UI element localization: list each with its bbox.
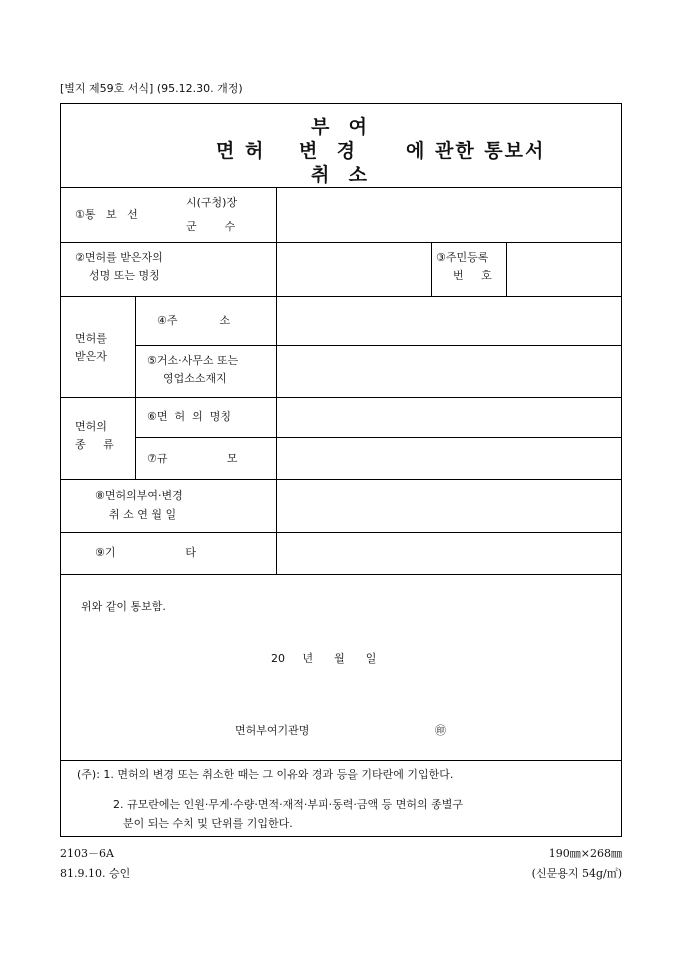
title-left: 면 허 <box>216 140 266 162</box>
issuing-authority-label: 면허부여기관명 <box>235 724 310 737</box>
licensee-group-label-2: 받은자 <box>75 350 107 363</box>
statement-text: 위와 같이 통보함. <box>81 600 166 613</box>
licensee-name-label-1: ②면허를 받은자의 <box>75 251 163 264</box>
license-type-group-label-1: 면허의 <box>75 420 107 433</box>
resident-number-label-1: ③주민등록 <box>436 251 489 264</box>
licensee-name-label-2: 성명 또는 명칭 <box>89 269 160 282</box>
address-label: ④주 소 <box>157 314 231 327</box>
note-2b: 분이 되는 수치 및 단위를 기입한다. <box>123 817 293 830</box>
office-location-label-2: 영업소소재지 <box>163 372 227 385</box>
change-date-label-2: 취 소 연 월 일 <box>109 508 177 521</box>
recipient-mayor: 시(구청)장 <box>186 196 238 209</box>
approval-date: 81.9.10. 승인 <box>60 867 131 880</box>
notification-form <box>60 103 622 837</box>
scale-label: ⑦규 모 <box>147 452 238 465</box>
date-line: 20 년 월 일 <box>271 652 377 665</box>
paper-size: 190㎜×268㎜ <box>548 847 622 860</box>
licensee-group-label-1: 면허를 <box>75 332 107 345</box>
other-label: ⑨기 타 <box>95 546 197 559</box>
title-right: 에 관한 통보서 <box>406 140 546 162</box>
title-bottom: 취 소 <box>311 164 369 186</box>
form-code: 2103－6A <box>60 847 114 860</box>
recipient-county: 군 수 <box>186 220 236 233</box>
change-date-label-1: ⑧면허의부여·변경 <box>95 489 183 502</box>
license-type-group-label-2: 종 류 <box>75 438 114 451</box>
seal-mark: ㊞ <box>435 724 446 737</box>
recipient-label: ①통 보 선 <box>75 208 138 221</box>
note-2a: 2. 규모란에는 인원·무게·수량·면적·재적·부피·동력·금액 등 면허의 종별구 <box>113 798 463 811</box>
paper-type: (신문용지 54g/㎡) <box>531 867 622 880</box>
title-middle: 변 경 <box>299 140 357 162</box>
form-header: [별지 제59호 서식] (95.12.30. 개정) <box>60 82 243 95</box>
title-top: 부 여 <box>311 116 369 138</box>
resident-number-label-2: 번 호 <box>453 269 492 282</box>
office-location-label-1: ⑤거소·사무소 또는 <box>147 354 239 367</box>
license-name-label: ⑥면 허 의 명칭 <box>147 410 231 423</box>
note-1: (주): 1. 면허의 변경 또는 취소한 때는 그 이유와 경과 등을 기타란에 기입한다. <box>77 768 454 781</box>
